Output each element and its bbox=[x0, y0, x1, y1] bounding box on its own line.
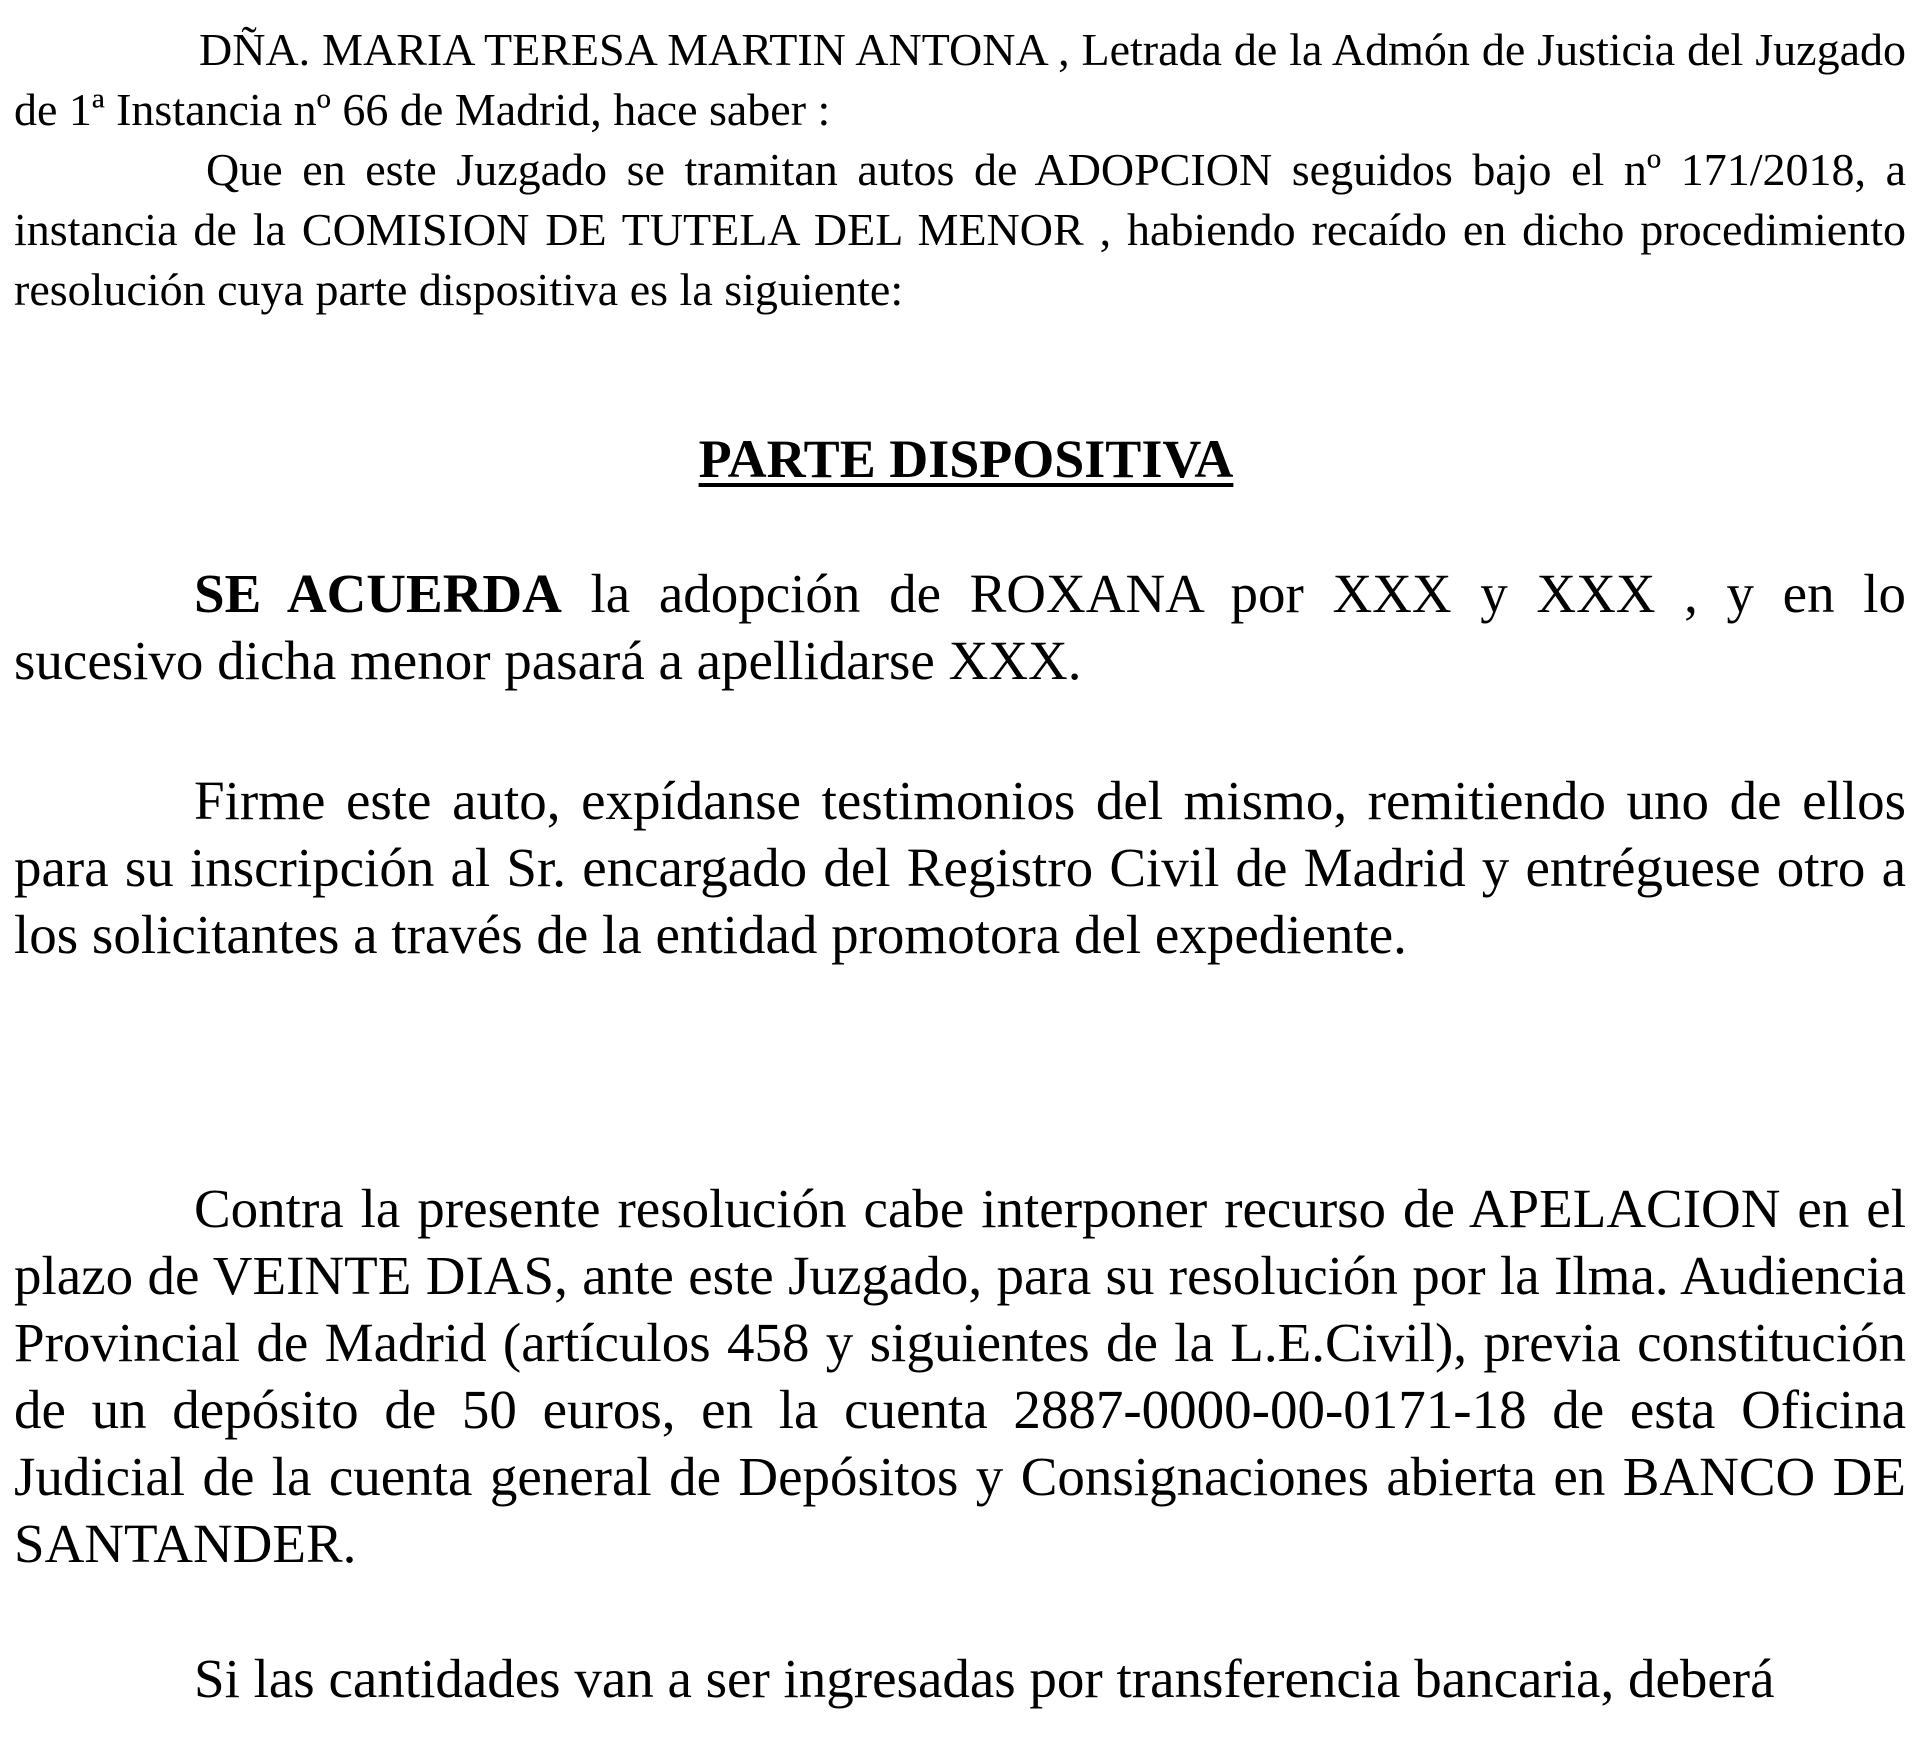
transfer-paragraph: Si las cantidades van a ser ingresadas por transferencia bancaria, deberá bbox=[194, 1648, 1775, 1709]
resolution-bold-phrase: SE ACUERDA bbox=[194, 563, 562, 624]
testimony-paragraph: Firme este auto, expídanse testimonios del mismo, remitiendo uno de ellos para su inscripción al Sr. encargado del Registro Civil de Madrid y entréguese otro a los solicitantes a través de la entidad promotora del expediente. bbox=[14, 770, 1906, 965]
section-heading: PARTE DISPOSITIVA bbox=[698, 429, 1234, 489]
appeal-paragraph: Contra la presente resolución cabe interponer recurso de APELACION en el plazo de VEINTE DIAS, ante este Juzgado, para su resolución por la Ilma. Audiencia Provincial de Madrid (artículos 458 y siguientes de la L.E.Civil), previa constitución de un depósito de 50 euros, en la cuenta 2887-0000-00-0171-18 de esta Oficina Judicial de la cuenta general de Depósitos y Consignaciones abierta en BANCO DE SANTANDER. bbox=[14, 1178, 1906, 1574]
resolution-paragraph bbox=[14, 560, 1906, 694]
resolution-text: la adopción de ROXANA por XXX y XXX , y en lo sucesivo dicha menor pasará a apellidarse XXX. bbox=[14, 563, 1906, 691]
proceedings-paragraph: Que en este Juzgado se tramitan autos de ADOPCION seguidos bajo el nº 171/2018, a instancia de la COMISION DE TUTELA DEL MENOR , habiendo recaído en dicho procedimiento resolución cuya parte dispositiva es la siguiente: bbox=[14, 144, 1906, 315]
intro-paragraph: DÑA. MARIA TERESA MARTIN ANTONA , Letrada de la Admón de Justicia del Juzgado de 1ª Instancia nº 66 de Madrid, hace saber : bbox=[14, 24, 1906, 135]
